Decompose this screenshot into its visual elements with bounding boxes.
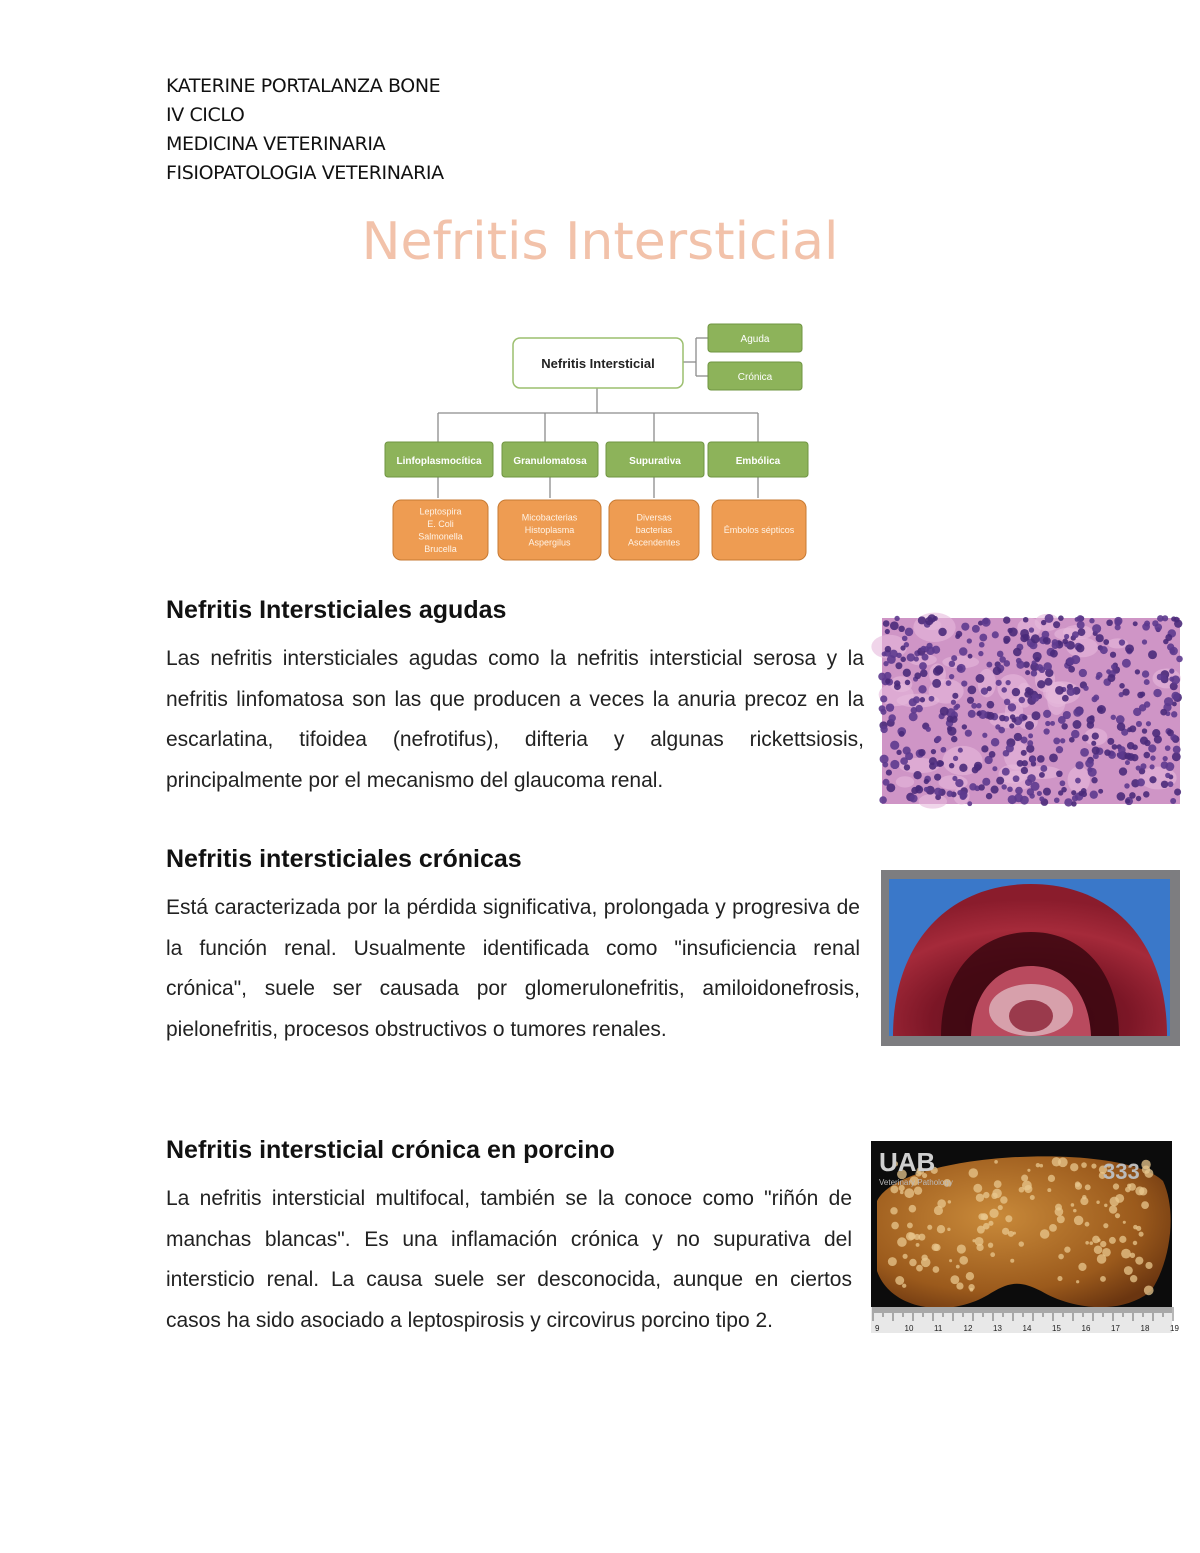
ruler-label: 12 (963, 1324, 973, 1333)
diagram-cause-label: Brucella (424, 543, 457, 554)
section-acute (166, 596, 864, 801)
diagram-cause-label: Ascendentes (627, 537, 681, 548)
uab-logo: UAB (879, 1147, 936, 1177)
ruler-label: 14 (1022, 1324, 1032, 1333)
diagram-cause-label: Histoplasma (524, 525, 575, 535)
ruler-label: 15 (1052, 1324, 1061, 1333)
diagram-cause-label: E. Coli (427, 518, 454, 529)
course-label: FISIOPATOLOGIA VETERINARIA (166, 162, 444, 184)
ruler-label: 10 (904, 1324, 914, 1333)
porcine-kidney-svg (871, 1141, 1179, 1333)
diagram-cause-label: Leptospira (419, 506, 462, 517)
diagram-type-label: Embólica (735, 456, 781, 467)
histology-image (882, 618, 1180, 804)
ruler-label: 11 (934, 1324, 943, 1333)
cycle-label: IV CICLO (166, 104, 245, 126)
header-block (166, 72, 444, 188)
section-body: Las nefritis intersticiales agudas como la nefritis intersticial serosa y la nefritis linfomatosa son las que producen a veces la anuria precoz en la escarlatina, tifoidea (nefrotifus), difteria y algunas rickettsiosis, principalmente por el mecanismo del glaucoma renal. (166, 647, 864, 792)
diagram-cause-label: bacterias (635, 525, 673, 535)
diagram-cause-label: Aspergilus (528, 537, 571, 548)
kidney-section-image (881, 870, 1180, 1046)
kidney-section-svg (881, 870, 1180, 1046)
document-title: Nefritis Intersticial (361, 212, 839, 272)
diagram-side-label: Crónica (737, 372, 773, 383)
classification-diagram (378, 310, 818, 590)
badge-label: 333 (1103, 1159, 1140, 1184)
section-body: La nefritis intersticial multifocal, también se la conoce como "riñón de manchas blancas". Es una inflamación crónica y no supurativa del intersticio renal. La causa suele ser desconocida, aunque en ciertos casos ha sido asociado a leptospirosis y circovirus porcino tipo 2. (166, 1187, 852, 1332)
diagram-cause-label: Micobacterias (521, 512, 578, 523)
author-name: KATERINE PORTALANZA BONE (166, 75, 441, 97)
diagram-cause-label: Diversas (636, 512, 672, 523)
diagram-type-label: Supurativa (629, 456, 681, 467)
ruler-label: 16 (1081, 1324, 1091, 1333)
section-porcine (166, 1136, 852, 1341)
histology-svg (882, 618, 1180, 804)
ruler-label: 19 (1170, 1324, 1179, 1333)
ruler-label: 18 (1140, 1324, 1150, 1333)
diagram-cause-label: Salmonella (418, 531, 463, 542)
diagram-side-label: Aguda (740, 334, 770, 345)
section-heading: Nefritis intersticiales crónicas (166, 845, 522, 873)
diagram-type-label: Granulomatosa (513, 456, 587, 467)
diagram-root-label: Nefritis Intersticial (541, 356, 655, 371)
section-chronic (166, 845, 860, 1050)
section-body: Está caracterizada por la pérdida significativa, prolongada y progresiva de la función renal. Usualmente identificada como "insuficiencia renal crónica", suele ser causada por glomerulonefritis, amiloidonefrosis, pielonefritis, procesos obstructivos o tumores renales. (166, 896, 860, 1041)
diagram-svg (378, 310, 818, 590)
section-heading: Nefritis intersticial crónica en porcino (166, 1136, 615, 1164)
ruler-label: 9 (875, 1324, 880, 1333)
ruler-label: 17 (1111, 1324, 1120, 1333)
diagram-cause-label: Émbolos sépticos (723, 525, 795, 535)
ruler-label: 13 (993, 1324, 1002, 1333)
career-label: MEDICINA VETERINARIA (166, 133, 386, 155)
section-heading: Nefritis Intersticiales agudas (166, 596, 507, 624)
uab-sublabel: Veterinary Pathology (879, 1178, 953, 1187)
diagram-type-label: Linfoplasmocítica (396, 456, 482, 467)
porcine-kidney-image (871, 1141, 1179, 1333)
